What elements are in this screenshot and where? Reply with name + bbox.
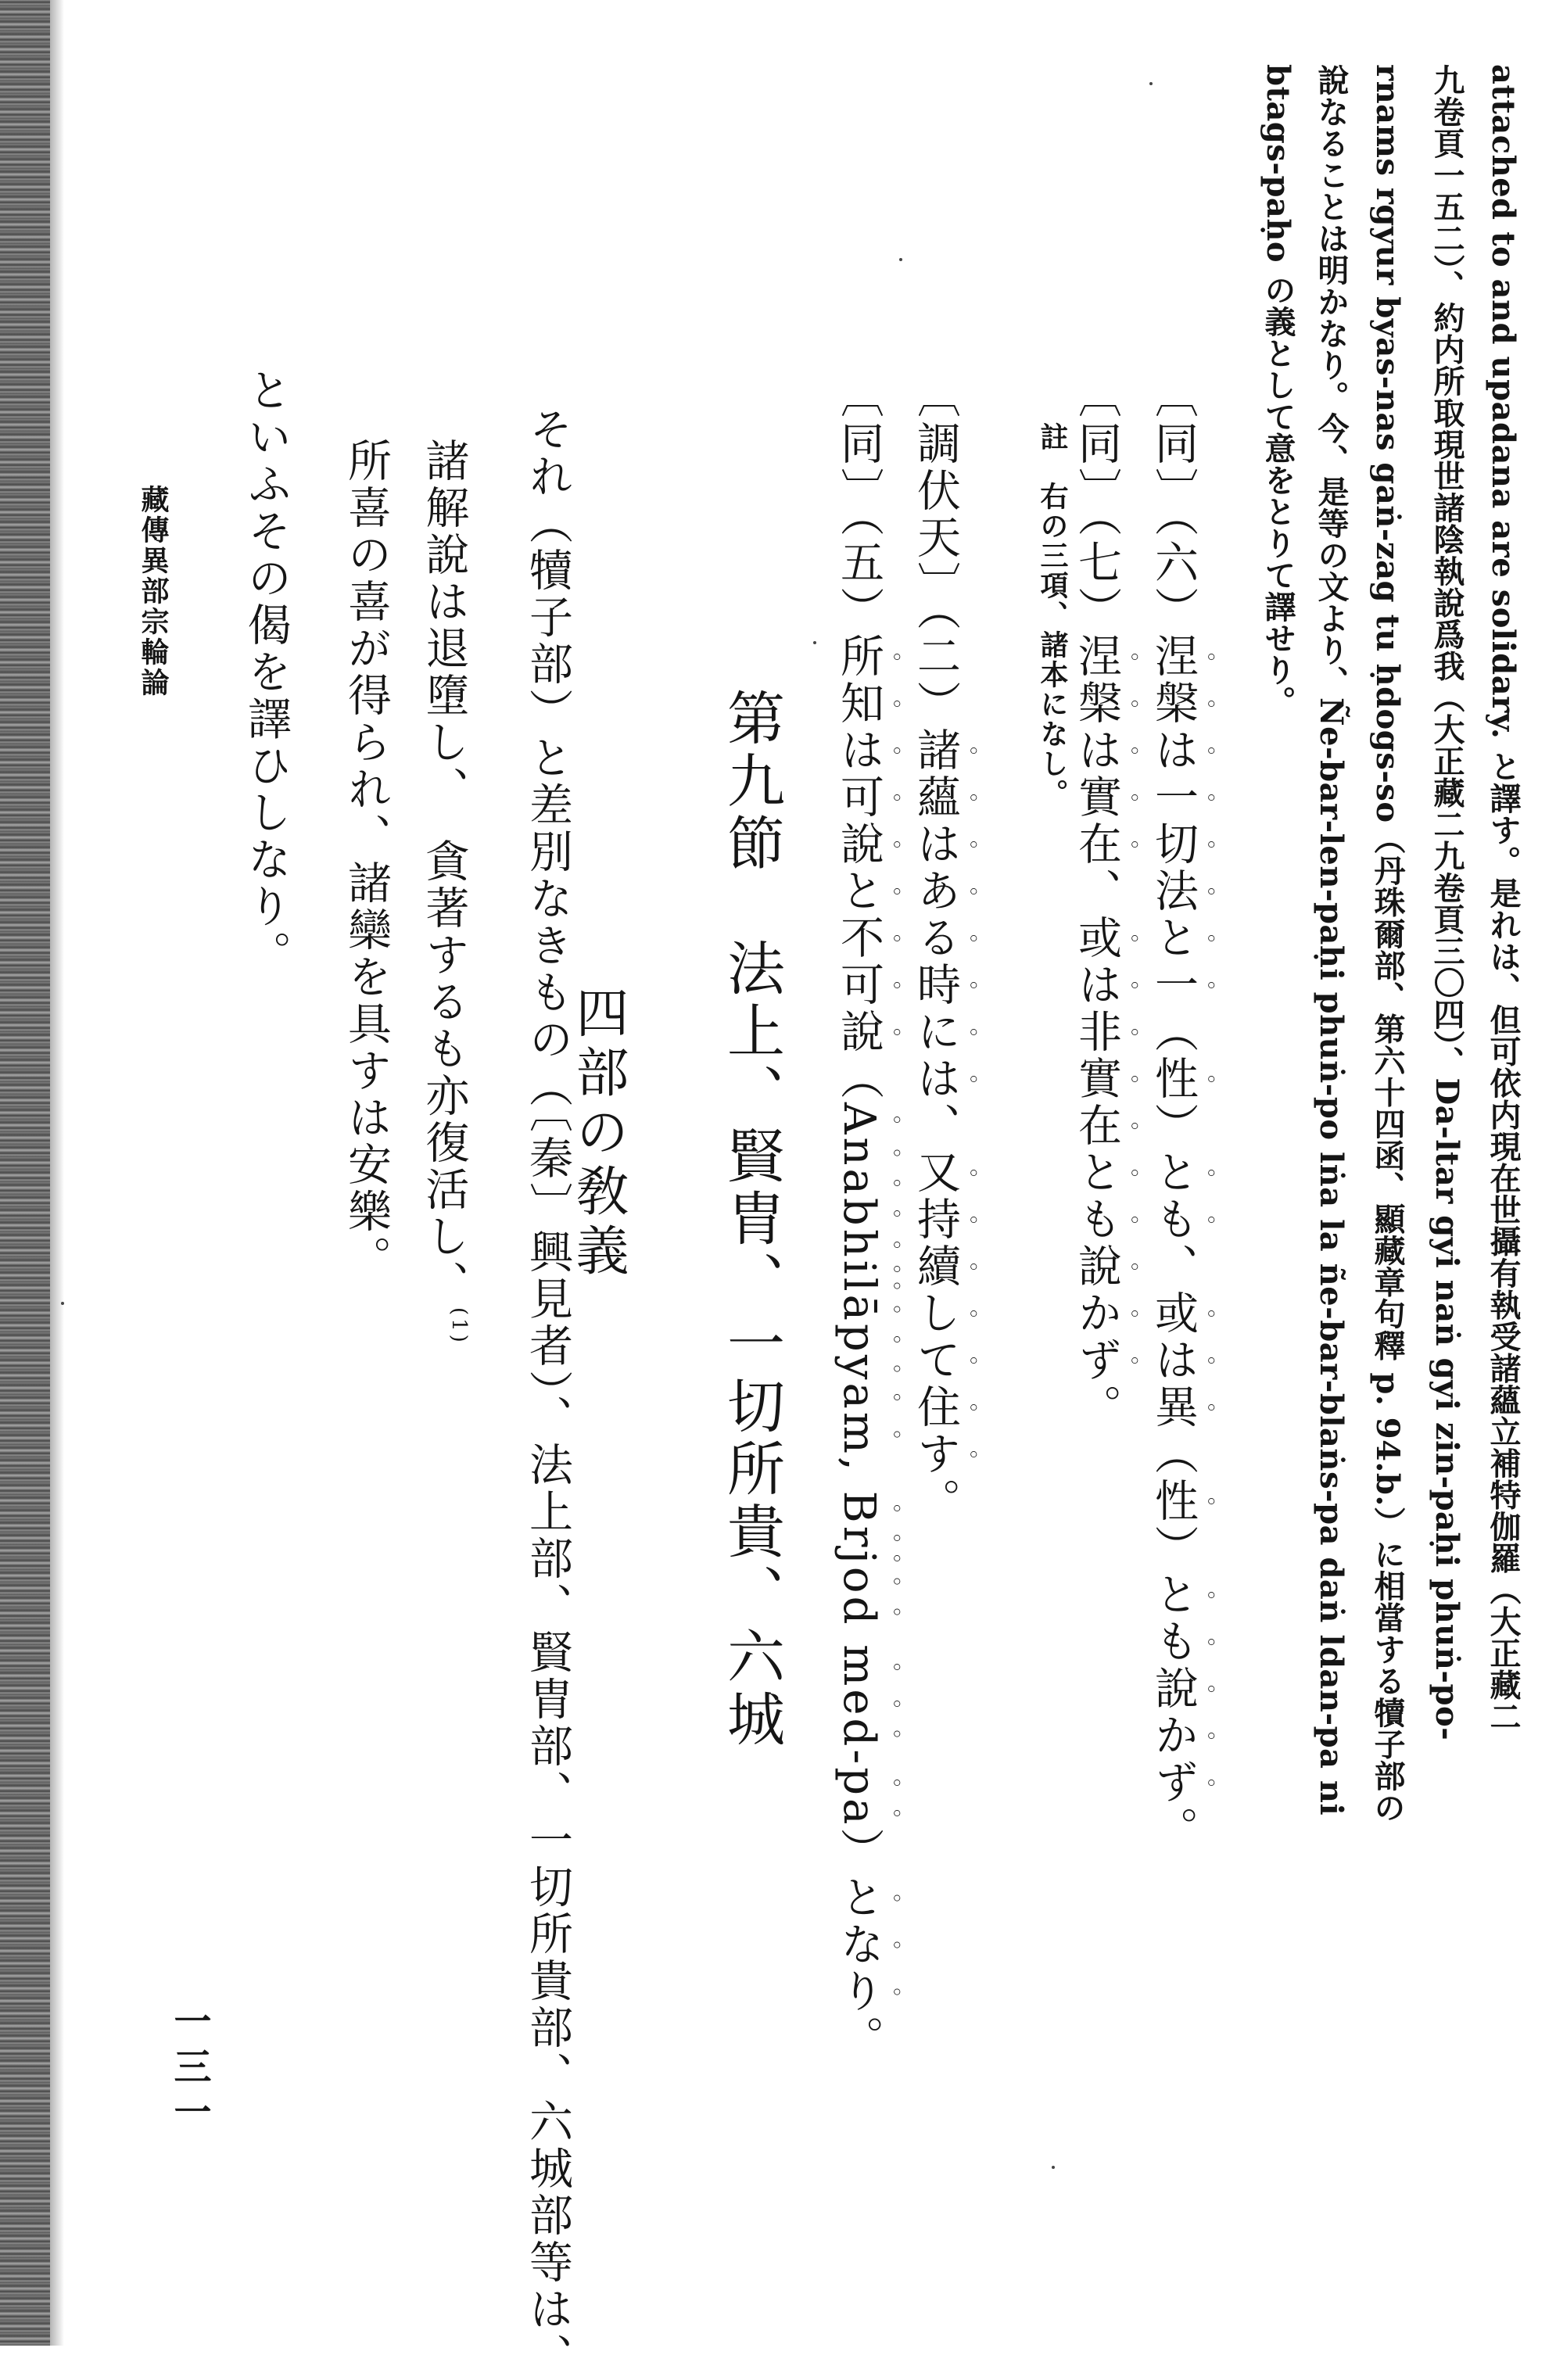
scan-speck xyxy=(899,258,902,261)
footnote-line-2: 九卷頁一五二）、約内所取現世諸陰執說爲我（大正藏二九卷頁三〇四）、Da-ltar gyi naṅ gyi zin-paḥi phuṅ-po- xyxy=(1429,64,1465,1741)
thesis-label: 〔同〕（五） xyxy=(834,374,884,633)
scan-speck xyxy=(813,641,816,644)
thesis-3 xyxy=(910,374,987,1525)
section-title: 第九節 法上、賢胄、一切所貴、六城 xyxy=(718,688,785,1751)
thesis-text: 涅槃は實在、或は非實在とも說かず。 xyxy=(1071,633,1122,1431)
section-subtitle: 四部の敎義 xyxy=(567,985,629,1282)
scan-speck xyxy=(1052,2166,1055,2169)
footnote-line-4: 說なることは明かなり。今、是等の文より、Ñe-bar-len-paḥi phuṅ-po lṅa la ñe-bar-blaṅs-pa daṅ ldan-pa ni xyxy=(1313,64,1350,1816)
thesis-4 xyxy=(834,374,910,2062)
editor-note xyxy=(1038,422,1067,808)
body-line-4: といふその偈を譯ひしなり。 xyxy=(241,367,292,977)
footnote-line-1: attached to and upadana are solidary. と譯す。是れは、但可依内現在世攝有執受諸蘊立補特伽羅（大正藏二 xyxy=(1485,64,1522,1733)
running-title: 藏傳異部宗輪論 xyxy=(137,485,170,698)
body-line-1: それ（犢子部）と差別なきもの（〔秦〕興見者）、法上部、賢胄部、一切所貴部、六城部等は、 xyxy=(522,407,573,2380)
footnote-line-3: rnams rgyur byas-nas gaṅ-zag tu ḥdogs-so（丹珠爾部、第六十四函、顯藏章句釋 p. 94.b.）に相當する犢子部の xyxy=(1369,64,1406,1823)
footnote-marker: (1) xyxy=(447,1307,471,1346)
body-line-3: 所喜の喜が得られ、諸欒を具すは安樂。 xyxy=(341,438,392,1282)
page-number: 一三一 xyxy=(167,2002,211,2138)
thesis-text: 所知は可說と不可說（Anabhilāpyam, Brjod med-pa）となり。 xyxy=(834,633,884,2063)
scan-speck xyxy=(61,1302,64,1305)
scan-speck xyxy=(1149,82,1153,85)
thesis-text: 涅槃は一切法と一（性）とも、或は異（性）とも說かず。 xyxy=(1148,633,1199,1853)
body-line-2 xyxy=(418,438,471,1346)
footnote-line-5: btags-paḥo の義として意をとりて譯せり。 xyxy=(1260,64,1296,718)
thesis-text: 諸蘊はある時には、又持續して住す。 xyxy=(910,727,961,1525)
note-text: 右の三項、諸本になし。 xyxy=(1036,482,1069,808)
thesis-label: 〔調伏天〕（二） xyxy=(910,374,961,727)
verse-text: 諸解說は退墮し、 貪著するも亦復活し、 xyxy=(418,438,470,1307)
thesis-label: 〔同〕（七） xyxy=(1071,374,1122,633)
thesis-2 xyxy=(1071,374,1148,1431)
note-label: 註 xyxy=(1036,422,1069,452)
thesis-1 xyxy=(1148,374,1224,1853)
thesis-label: 〔同〕（六） xyxy=(1148,374,1199,633)
scan-binding-edge xyxy=(0,0,50,2346)
